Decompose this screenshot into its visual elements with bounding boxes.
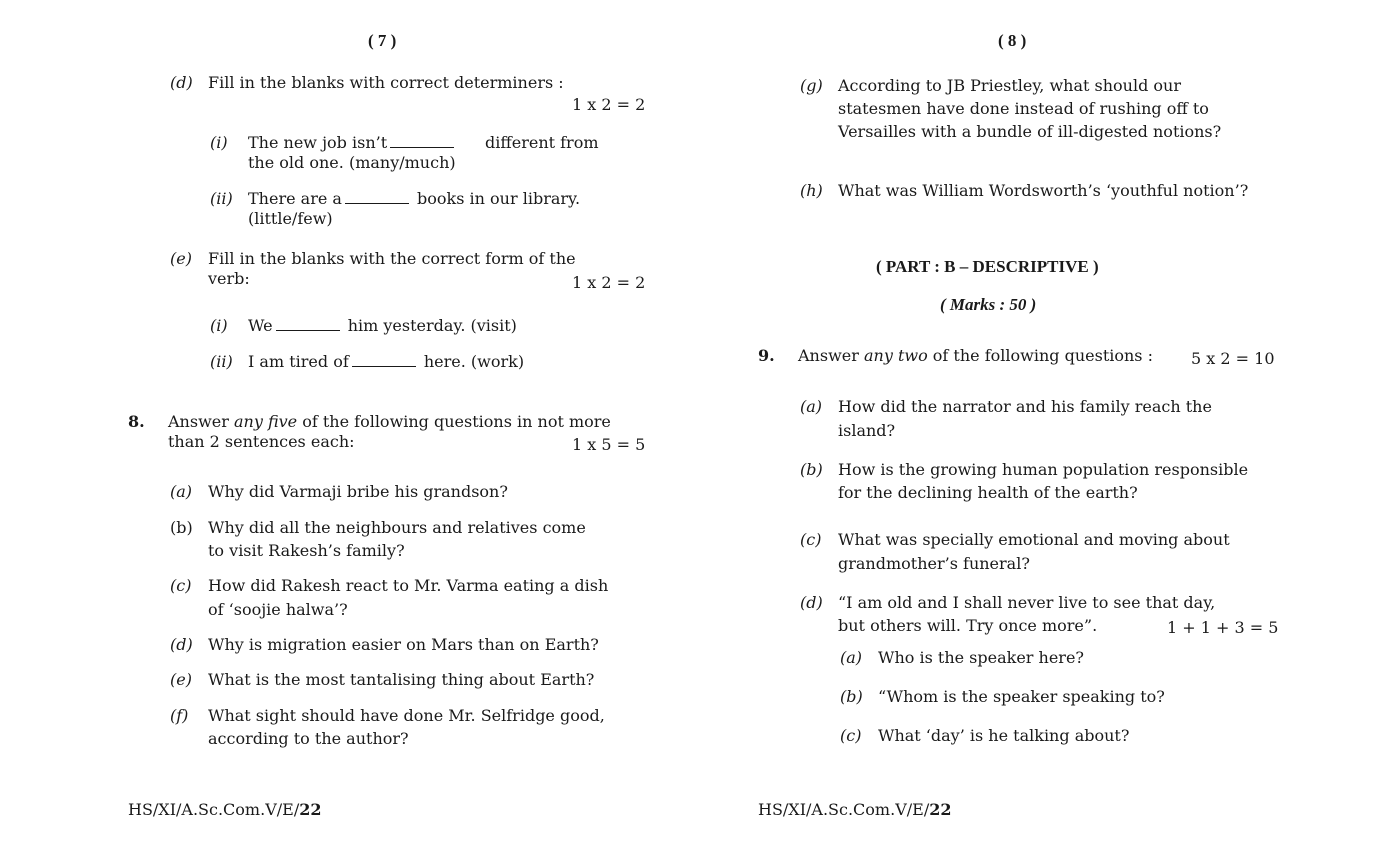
question-text: Fill in the blanks with correct determiners : [208,73,564,92]
item-label: (d) [800,593,823,612]
item-label: (f) [170,706,189,725]
sub-question-label: (i) [210,316,228,335]
marks-allocation: 1 + 1 + 3 = 5 [1167,618,1279,637]
sub-question-label: (b) [840,687,863,706]
question-text: Answer any five of the following questions in not more [168,412,611,431]
item-label: (b) [170,518,193,537]
item-text: for the declining health of the earth? [838,483,1138,502]
answer-blank [390,135,454,148]
marks-allocation: 1 x 5 = 5 [572,435,646,454]
section-heading: ( PART : B – DESCRIPTIVE ) [876,257,1099,276]
page-number: ( 7 ) [368,31,397,50]
marks-allocation: 1 x 2 = 2 [572,95,646,114]
item-text: What is the most tantalising thing about Earth? [208,670,595,689]
item-text: Why did Varmaji bribe his grandson? [208,482,508,501]
question-text: verb: [208,269,250,288]
item-text: Why did all the neighbours and relatives come [208,518,586,537]
item-text: How is the growing human population responsible [838,460,1249,479]
question-number: 8. [128,412,145,431]
question-text: than 2 sentences each: [168,432,355,451]
item-text: How did the narrator and his family reach the [838,397,1212,416]
item-label: (a) [800,397,823,416]
item-text: According to JB Priestley, what should our [838,76,1182,95]
question-number: 9. [758,346,775,365]
page-number: ( 8 ) [998,31,1027,50]
sub-question-text: (little/few) [248,209,333,228]
question-text: Answer any two of the following questions : [798,346,1153,365]
sub-question-label: (c) [840,726,862,745]
sub-question-text: the old one. (many/much) [248,153,456,172]
question-text: Fill in the blanks with the correct form of the [208,249,576,268]
item-text: statesmen have done instead of rushing off to [838,99,1209,118]
item-text: “I am old and I shall never live to see that day, [838,593,1216,612]
sub-question-text: I am tired of here. (work) [248,352,525,371]
item-label: (d) [170,635,193,654]
marks-allocation: 5 x 2 = 10 [1191,349,1275,368]
footer-code: HS/XI/A.Sc.Com.V/E/22 [758,800,952,819]
sub-question-text: “Whom is the speaker speaking to? [878,687,1165,706]
item-label: (e) [170,670,192,689]
item-label: (b) [800,460,823,479]
answer-blank [345,191,409,204]
item-text: but others will. Try once more”. [838,616,1098,635]
item-text: How did Rakesh react to Mr. Varma eating a dish [208,576,609,595]
item-text: island? [838,421,896,440]
item-text: Why is migration easier on Mars than on Earth? [208,635,599,654]
sub-question-label: (ii) [210,189,233,208]
sub-question-label: (ii) [210,352,233,371]
sub-question-label: (a) [840,648,863,667]
sub-question-text: The new job isn’t [248,135,457,151]
answer-blank [276,318,340,331]
marks-heading: ( Marks : 50 ) [940,295,1037,314]
answer-blank [352,354,416,367]
item-label: (h) [800,181,823,200]
question-label: (e) [170,249,192,268]
sub-question-text: What ‘day’ is he talking about? [878,726,1130,745]
item-text: according to the author? [208,729,409,748]
sub-question-text: There are a books in our library. [248,189,581,208]
sub-question-text: Who is the speaker here? [878,648,1084,667]
item-label: (c) [800,530,822,549]
item-text: to visit Rakesh’s family? [208,541,405,560]
item-label: (a) [170,482,193,501]
item-text: grandmother’s funeral? [838,554,1030,573]
question-label: (d) [170,73,193,92]
sub-question-text: different from [485,133,599,152]
item-label: (g) [800,76,823,95]
marks-allocation: 1 x 2 = 2 [572,273,646,292]
sub-question-label: (i) [210,133,228,152]
footer-code: HS/XI/A.Sc.Com.V/E/22 [128,800,322,819]
page-8 [700,0,1400,850]
item-label: (c) [170,576,192,595]
item-text: What sight should have done Mr. Selfridge good, [208,706,605,725]
item-text: Versailles with a bundle of ill-digested notions? [838,122,1222,141]
item-text: of ‘soojie halwa’? [208,600,348,619]
item-text: What was specially emotional and moving about [838,530,1230,549]
sub-question-text: We him yesterday. (visit) [248,316,517,335]
item-text: What was William Wordsworth’s ‘youthful notion’? [838,181,1249,200]
